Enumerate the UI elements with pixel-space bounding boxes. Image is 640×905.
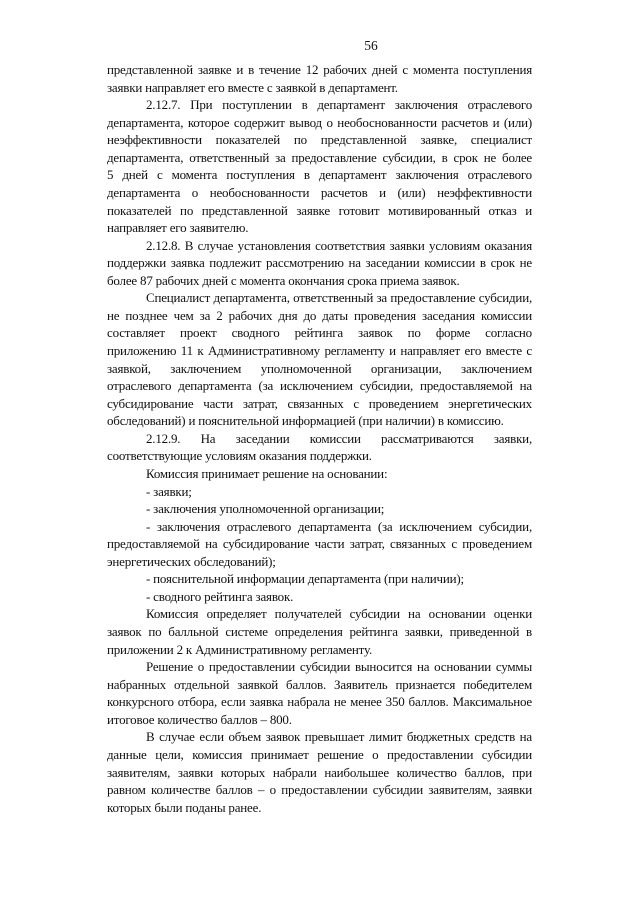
text-line: - заключения уполномоченной организации; [146,501,385,517]
text-line: равном количестве баллов – о предоставлении субсидии заявителям, заявки [107,782,532,798]
list-item [107,588,532,606]
text-line: департамента, ответственный за предоставление субсидии, в срок не более [107,149,532,165]
text-line: предоставляемой на субсидирование части затрат, связанных с проведением [107,536,532,552]
text-line: приложению 11 к Административному регламенту и направляет его вместе с [107,343,532,358]
document-body [107,61,532,816]
text-line: обследований) и пояснительной информацией (при наличии) в комиссию. [107,413,504,429]
paragraph [107,430,532,465]
paragraph [107,605,532,658]
text-line: набранных отдельной заявкой баллов. Заявитель признается победителем [107,676,532,692]
text-line: энергетических обследований); [107,553,276,569]
text-line: заявок по балльной системе определения рейтинга заявки, приведенной в [107,624,532,639]
text-line: - заявки; [146,483,192,499]
text-line: итоговое количество баллов – 800. [107,711,292,727]
text-line: департамента о необоснованности расчетов и (или) неэффективности [107,184,532,200]
text-line: заявителям, заявки которых набрали наибольшее количество баллов, при [107,764,532,780]
text-line: - заключения отраслевого департамента (за исключением субсидии, [146,518,532,534]
text-line: - пояснительной информации департамента (при наличии); [146,571,464,587]
text-line: приложении 2 к Административному регламенту. [107,641,373,657]
text-line: отраслевого департамента (за исключением субсидии, предоставляемой на [107,378,532,394]
text-line: представленной заявке и в течение 12 рабочих дней с момента поступления [107,62,532,77]
list-item [107,570,532,588]
text-line: 2.12.9. На заседании комиссии рассматриваются заявки, [146,430,532,446]
paragraph [107,61,532,96]
text-line: субсидирование части затрат, связанных с проведением энергетических [107,395,532,411]
paragraph [107,465,532,483]
paragraph [107,658,532,728]
text-line: неэффективности показателей по представленной заявке, специалист [107,132,532,148]
list-item [107,518,532,571]
text-line: Комиссия определяет получателей субсидии на основании оценки [146,606,532,622]
text-line: 5 дней с момента поступления в департамент заключения отраслевого [107,167,532,183]
text-line: департамента, которое содержит вывод о необоснованности расчетов и (или) [107,114,532,130]
paragraph [107,237,532,290]
text-line: заявкой, заключением уполномоченной организации, заключением [107,360,532,376]
text-line: Комиссия принимает решение на основании: [146,465,388,481]
paragraph [107,289,532,430]
text-line: направляет его заявителю. [107,220,249,236]
text-line: поддержки заявка подлежит рассмотрению на заседании комиссии в срок не [107,255,532,271]
text-line: В случае если объем заявок превышает лимит бюджетных средств на [146,729,532,745]
text-line: 2.12.7. При поступлении в департамент заключения отраслевого [146,97,532,113]
paragraph [107,96,532,237]
text-line: Специалист департамента, ответственный за предоставление субсидии, [146,290,532,306]
list-item [107,500,532,518]
text-line: - сводного рейтинга заявок. [146,588,294,604]
text-line: составляет проект сводного рейтинга заявок по форме согласно [107,325,532,341]
text-line: более 87 рабочих дней с момента окончания срока приема заявок. [107,272,460,288]
text-line: данные цели, комиссия принимает решение о предоставлении субсидии [107,746,532,762]
text-line: не позднее чем за 2 рабочих дня до даты проведения заседания комиссии [107,307,532,323]
text-line: конкурсного отбора, если заявка набрала не менее 350 баллов. Максимальное [107,694,532,710]
text-line: соответствующие условиям оказания поддержки. [107,448,372,464]
text-line: 2.12.8. В случае установления соответствия заявки условиям оказания [146,237,532,253]
text-line: показателей по представленной заявке готовит мотивированный отказ и [107,202,532,218]
text-line: заявки направляет его вместе с заявкой в департамент. [107,79,398,95]
page-number: 56 [364,38,378,53]
text-line: Решение о предоставлении субсидии выносится на основании суммы [146,659,532,675]
list-item [107,483,532,501]
text-line: которых были поданы ранее. [107,799,262,815]
paragraph [107,728,532,816]
